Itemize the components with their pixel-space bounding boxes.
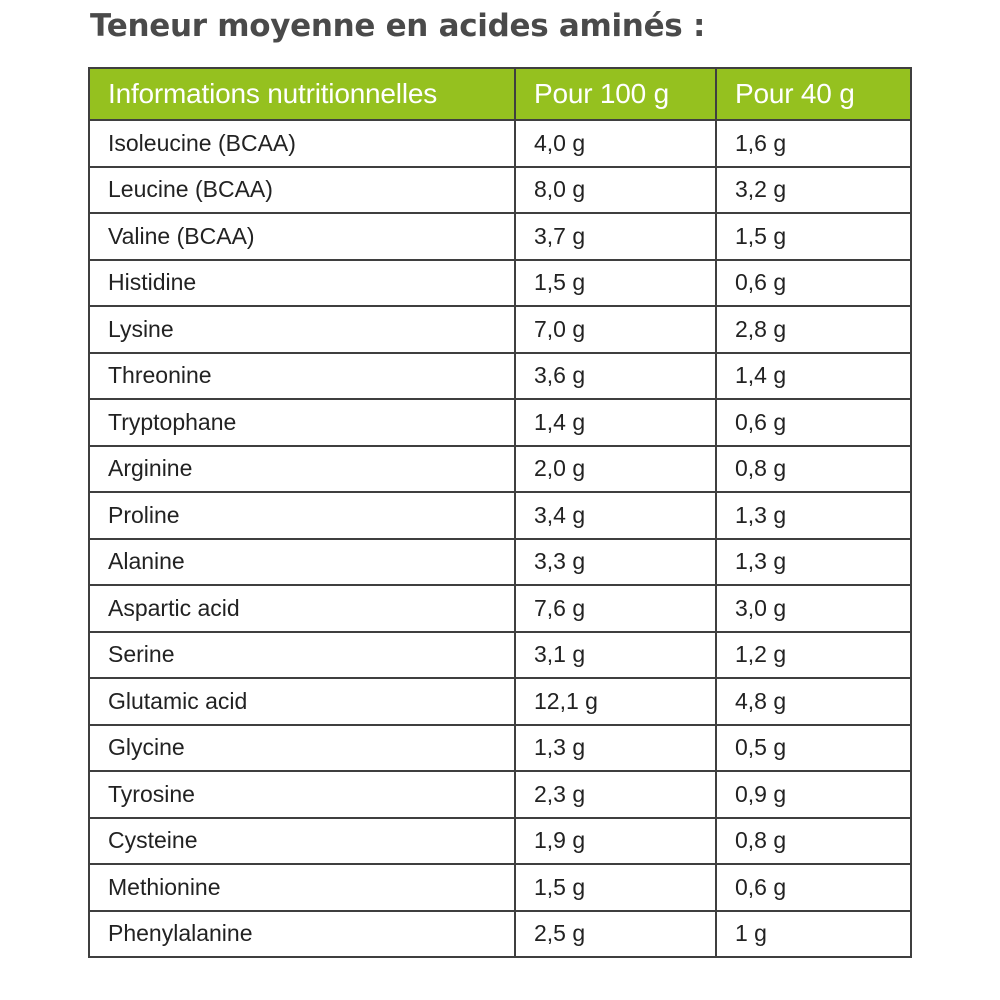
per-40g-value-cell: 4,8 g (716, 678, 911, 725)
table-row (89, 725, 911, 772)
amino-acid-name-cell: Isoleucine (BCAA) (89, 120, 515, 167)
amino-acid-name-cell: Lysine (89, 306, 515, 353)
table-row (89, 771, 911, 818)
table-row (89, 260, 911, 307)
column-header-nutrition-info: Informations nutritionnelles (89, 68, 515, 120)
amino-acid-name-cell: Tyrosine (89, 771, 515, 818)
per-40g-value-cell: 3,0 g (716, 585, 911, 632)
per-100g-value-cell: 1,3 g (515, 725, 716, 772)
table-row (89, 446, 911, 493)
amino-acid-name-cell: Alanine (89, 539, 515, 586)
amino-acid-name-cell: Phenylalanine (89, 911, 515, 958)
per-100g-value-cell: 12,1 g (515, 678, 716, 725)
amino-acid-name-cell: Arginine (89, 446, 515, 493)
amino-acid-name-cell: Tryptophane (89, 399, 515, 446)
table-row (89, 911, 911, 958)
per-40g-value-cell: 1,4 g (716, 353, 911, 400)
amino-acid-table-container (88, 67, 910, 958)
amino-acid-name-cell: Methionine (89, 864, 515, 911)
column-header-per-100g: Pour 100 g (515, 68, 716, 120)
per-100g-value-cell: 3,4 g (515, 492, 716, 539)
per-100g-value-cell: 1,5 g (515, 260, 716, 307)
per-40g-value-cell: 1,3 g (716, 492, 911, 539)
per-100g-value-cell: 8,0 g (515, 167, 716, 214)
header-row (89, 68, 911, 120)
amino-acid-name-cell: Cysteine (89, 818, 515, 865)
amino-acid-name-cell: Glycine (89, 725, 515, 772)
table-row (89, 399, 911, 446)
per-100g-value-cell: 1,5 g (515, 864, 716, 911)
per-40g-value-cell: 0,6 g (716, 864, 911, 911)
table-row (89, 306, 911, 353)
per-40g-value-cell: 1,6 g (716, 120, 911, 167)
table-row (89, 818, 911, 865)
per-100g-value-cell: 3,1 g (515, 632, 716, 679)
amino-acid-name-cell: Valine (BCAA) (89, 213, 515, 260)
per-100g-value-cell: 7,0 g (515, 306, 716, 353)
amino-acid-name-cell: Serine (89, 632, 515, 679)
table-row (89, 585, 911, 632)
amino-acid-name-cell: Leucine (BCAA) (89, 167, 515, 214)
per-40g-value-cell: 2,8 g (716, 306, 911, 353)
per-100g-value-cell: 4,0 g (515, 120, 716, 167)
amino-acid-table (88, 67, 912, 958)
per-40g-value-cell: 0,5 g (716, 725, 911, 772)
per-40g-value-cell: 0,8 g (716, 818, 911, 865)
per-100g-value-cell: 7,6 g (515, 585, 716, 632)
per-100g-value-cell: 2,5 g (515, 911, 716, 958)
per-40g-value-cell: 0,6 g (716, 260, 911, 307)
per-100g-value-cell: 2,0 g (515, 446, 716, 493)
per-40g-value-cell: 1,3 g (716, 539, 911, 586)
page-title: Teneur moyenne en acides aminés : (90, 8, 706, 44)
per-40g-value-cell: 0,8 g (716, 446, 911, 493)
per-100g-value-cell: 3,3 g (515, 539, 716, 586)
table-row (89, 864, 911, 911)
per-40g-value-cell: 1 g (716, 911, 911, 958)
per-100g-value-cell: 3,6 g (515, 353, 716, 400)
per-100g-value-cell: 1,9 g (515, 818, 716, 865)
per-40g-value-cell: 3,2 g (716, 167, 911, 214)
table-row (89, 632, 911, 679)
per-100g-value-cell: 2,3 g (515, 771, 716, 818)
amino-acid-name-cell: Glutamic acid (89, 678, 515, 725)
table-row (89, 167, 911, 214)
table-row (89, 353, 911, 400)
per-40g-value-cell: 1,2 g (716, 632, 911, 679)
per-40g-value-cell: 1,5 g (716, 213, 911, 260)
amino-acid-name-cell: Aspartic acid (89, 585, 515, 632)
table-row (89, 678, 911, 725)
per-100g-value-cell: 3,7 g (515, 213, 716, 260)
amino-acid-name-cell: Histidine (89, 260, 515, 307)
table-row (89, 539, 911, 586)
column-header-per-40g: Pour 40 g (716, 68, 911, 120)
table-body (89, 120, 911, 957)
per-100g-value-cell: 1,4 g (515, 399, 716, 446)
per-40g-value-cell: 0,6 g (716, 399, 911, 446)
table-row (89, 213, 911, 260)
table-row (89, 492, 911, 539)
table-header (89, 68, 911, 120)
table-row (89, 120, 911, 167)
amino-acid-name-cell: Proline (89, 492, 515, 539)
per-40g-value-cell: 0,9 g (716, 771, 911, 818)
amino-acid-name-cell: Threonine (89, 353, 515, 400)
